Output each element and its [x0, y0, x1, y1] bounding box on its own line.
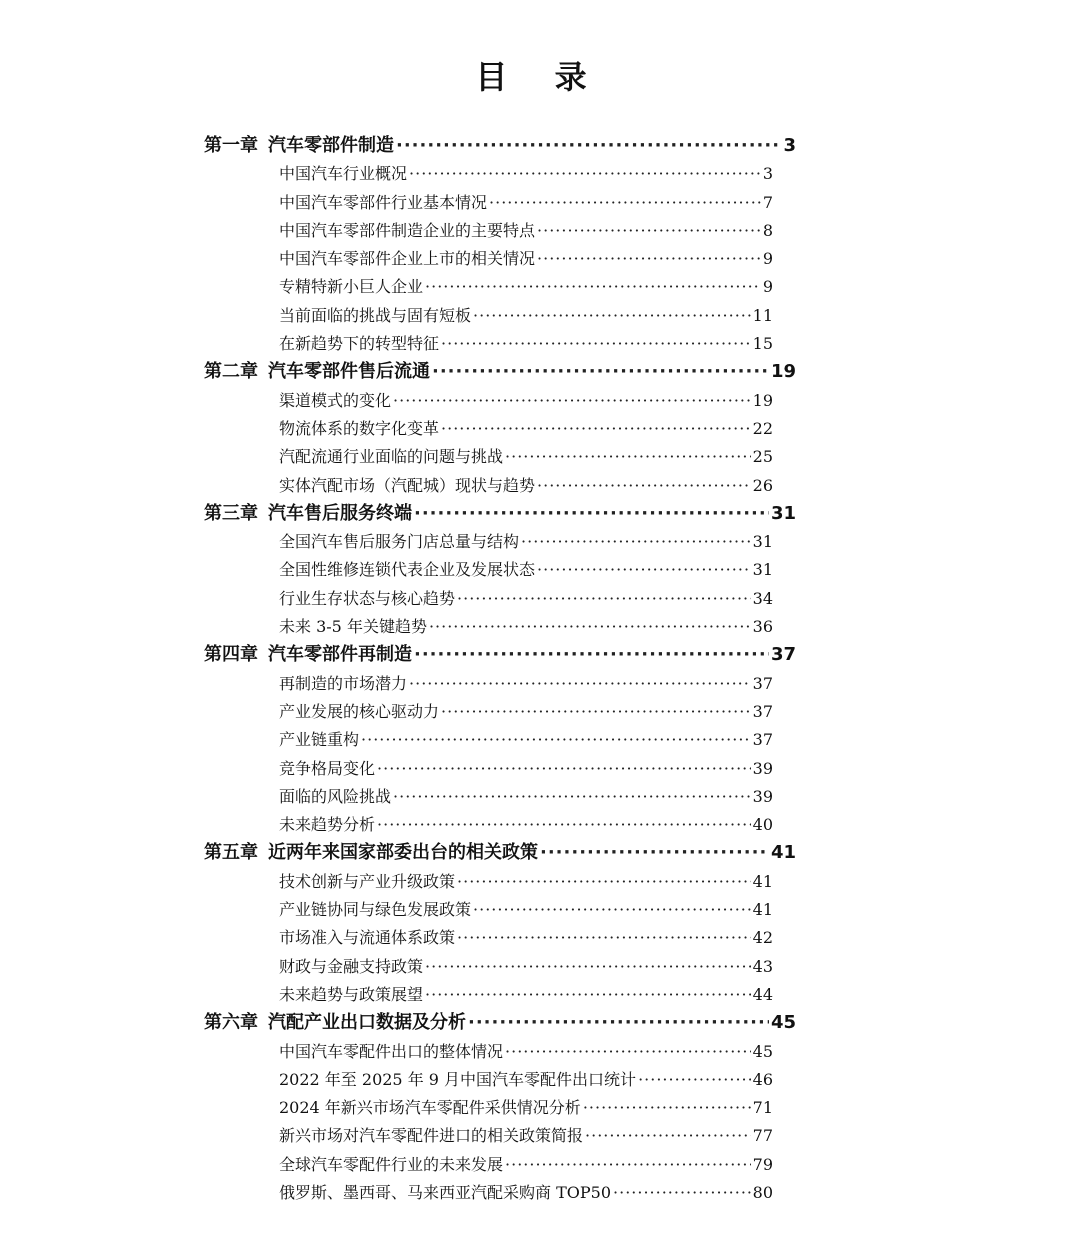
toc-section-entry[interactable] [0, 1179, 773, 1207]
toc-section-entry[interactable] [0, 302, 773, 330]
page-number: 41 [752, 871, 773, 891]
dot-leader [537, 245, 761, 273]
toc-section-entry[interactable] [0, 953, 773, 981]
section-title: 产业链协同与绿色发展政策 [279, 900, 472, 920]
section-title: 中国汽车行业概况 [279, 164, 408, 184]
dot-leader [409, 160, 761, 188]
toc-chapter-entry[interactable] [0, 839, 796, 867]
page-number: 39 [752, 758, 773, 778]
toc-section-entry[interactable] [0, 273, 773, 301]
dot-leader [396, 132, 781, 160]
section-title: 中国汽车零配件出口的整体情况 [279, 1041, 504, 1061]
toc-section-entry[interactable] [0, 472, 773, 500]
toc-section-entry[interactable] [0, 783, 773, 811]
toc-section-entry[interactable] [0, 189, 773, 217]
toc-section-entry[interactable] [0, 387, 773, 415]
section-title: 全国汽车售后服务门店总量与结构 [279, 532, 520, 552]
section-title: 中国汽车零部件行业基本情况 [279, 192, 488, 212]
section-title: 产业链重构 [279, 730, 360, 750]
toc-chapter-entry[interactable] [0, 1009, 796, 1037]
page-number: 3 [783, 135, 796, 156]
page-number: 80 [752, 1182, 773, 1202]
chapter-number: 第一章 [204, 135, 258, 156]
toc-section-entry[interactable] [0, 868, 773, 896]
section-title: 专精特新小巨人企业 [279, 277, 424, 297]
toc-section-entry[interactable] [0, 1066, 773, 1094]
page-number: 34 [752, 588, 773, 608]
dot-leader [489, 189, 761, 217]
section-title: 渠道模式的变化 [279, 390, 392, 410]
section-title: 中国汽车零部件企业上市的相关情况 [279, 249, 536, 269]
dot-leader [441, 330, 751, 358]
page-number: 41 [752, 900, 773, 920]
toc-section-entry[interactable] [0, 726, 773, 754]
chapter-title: 汽车售后服务终端 [268, 502, 412, 524]
page-number: 19 [770, 361, 796, 383]
toc-section-entry[interactable] [0, 443, 773, 471]
page-number: 11 [752, 305, 773, 325]
dot-leader [457, 924, 751, 952]
section-title: 中国汽车零部件制造企业的主要特点 [279, 220, 536, 240]
section-title: 2024 年新兴市场汽车零配件采供情况分析 [279, 1098, 581, 1118]
dot-leader [540, 839, 769, 867]
toc-section-entry[interactable] [0, 811, 773, 839]
chapter-number: 第四章 [204, 644, 258, 666]
chapter-number: 第六章 [204, 1012, 258, 1034]
section-title: 产业发展的核心驱动力 [279, 701, 440, 721]
page-number: 37 [752, 730, 773, 750]
section-title: 物流体系的数字化变革 [279, 418, 440, 438]
page-number: 40 [752, 815, 773, 835]
dot-leader [414, 500, 769, 528]
page-number: 44 [752, 984, 773, 1004]
page-number: 37 [752, 701, 773, 721]
chapter-title: 汽车零部件售后流通 [268, 361, 430, 383]
page-number: 45 [770, 1012, 796, 1034]
chapter-number: 第三章 [204, 502, 258, 524]
table-of-contents [0, 132, 1080, 1207]
page-number: 39 [752, 786, 773, 806]
toc-section-entry[interactable] [0, 1151, 773, 1179]
toc-section-entry[interactable] [0, 415, 773, 443]
dot-leader [441, 698, 751, 726]
dot-leader [521, 528, 751, 556]
page-number: 42 [752, 928, 773, 948]
page-number: 22 [752, 418, 773, 438]
chapter-title: 汽车零部件再制造 [268, 644, 412, 666]
section-title: 未来趋势分析 [279, 815, 376, 835]
page-number: 71 [752, 1098, 773, 1118]
toc-section-entry[interactable] [0, 1094, 773, 1122]
page-number: 46 [752, 1069, 773, 1089]
page-number: 45 [752, 1041, 773, 1061]
toc-section-entry[interactable] [0, 1122, 773, 1150]
toc-section-entry[interactable] [0, 556, 773, 584]
section-title: 未来趋势与政策展望 [279, 984, 424, 1004]
toc-section-entry[interactable] [0, 528, 773, 556]
section-title: 实体汽配市场（汽配城）现状与趋势 [279, 475, 536, 495]
section-title: 再制造的市场潜力 [279, 673, 408, 693]
dot-leader [638, 1066, 751, 1094]
section-title: 2022 年至 2025 年 9 月中国汽车零配件出口统计 [279, 1069, 637, 1089]
page-number: 31 [770, 502, 796, 524]
toc-section-entry[interactable] [0, 585, 773, 613]
page-number: 79 [752, 1154, 773, 1174]
dot-leader [361, 726, 751, 754]
toc-section-entry[interactable] [0, 1038, 773, 1066]
dot-leader [505, 1151, 751, 1179]
dot-leader [425, 981, 751, 1009]
dot-leader [409, 670, 751, 698]
chapter-number: 第五章 [204, 842, 258, 864]
dot-leader [585, 1122, 751, 1150]
toc-section-entry[interactable] [0, 613, 773, 641]
section-title: 在新趋势下的转型特征 [279, 334, 440, 354]
dot-leader [583, 1094, 751, 1122]
toc-chapter-entry[interactable] [0, 500, 796, 528]
section-title: 新兴市场对汽车零配件进口的相关政策简报 [279, 1126, 584, 1146]
toc-section-entry[interactable] [0, 755, 773, 783]
page-number: 43 [752, 956, 773, 976]
dot-leader [377, 811, 751, 839]
page-number: 36 [752, 617, 773, 637]
toc-chapter-entry[interactable] [0, 132, 796, 160]
page-number: 37 [752, 673, 773, 693]
page-number: 41 [770, 842, 796, 864]
page-number: 7 [762, 192, 773, 212]
section-title: 竞争格局变化 [279, 758, 376, 778]
page-number: 25 [752, 447, 773, 467]
toc-section-entry[interactable] [0, 670, 773, 698]
dot-leader [473, 302, 751, 330]
dot-leader [441, 415, 751, 443]
chapter-title: 近两年来国家部委出台的相关政策 [268, 842, 538, 864]
toc-section-entry[interactable] [0, 330, 773, 358]
section-title: 面临的风险挑战 [279, 786, 392, 806]
page-number: 26 [752, 475, 773, 495]
dot-leader [613, 1179, 751, 1207]
dot-leader [505, 1038, 751, 1066]
toc-section-entry[interactable] [0, 896, 773, 924]
dot-leader [425, 273, 761, 301]
toc-chapter-entry[interactable] [0, 358, 796, 386]
toc-section-entry[interactable] [0, 698, 773, 726]
toc-section-entry[interactable] [0, 160, 773, 188]
page-number: 19 [752, 390, 773, 410]
dot-leader [457, 868, 751, 896]
dot-leader [473, 896, 751, 924]
page-number: 3 [762, 164, 773, 184]
dot-leader [537, 556, 751, 584]
dot-leader [414, 641, 769, 669]
section-title: 当前面临的挑战与固有短板 [279, 305, 472, 325]
toc-section-entry[interactable] [0, 245, 773, 273]
section-title: 全国性维修连锁代表企业及发展状态 [279, 560, 536, 580]
dot-leader [505, 443, 751, 471]
chapter-title: 汽车零部件制造 [268, 135, 394, 156]
dot-leader [393, 387, 751, 415]
page-number: 15 [752, 334, 773, 354]
page-number: 37 [770, 644, 796, 666]
dot-leader [468, 1009, 769, 1037]
dot-leader [393, 783, 751, 811]
toc-section-entry[interactable] [0, 981, 773, 1009]
section-title: 未来 3-5 年关键趋势 [279, 617, 427, 637]
section-title: 财政与金融支持政策 [279, 956, 424, 976]
page-title: 目 录 [475, 58, 605, 96]
page-number: 77 [752, 1126, 773, 1146]
toc-section-entry[interactable] [0, 924, 773, 952]
dot-leader [457, 585, 751, 613]
section-title: 俄罗斯、墨西哥、马来西亚汽配采购商 TOP50 [279, 1182, 612, 1202]
section-title: 全球汽车零配件行业的未来发展 [279, 1154, 504, 1174]
toc-section-entry[interactable] [0, 217, 773, 245]
section-title: 行业生存状态与核心趋势 [279, 588, 456, 608]
section-title: 技术创新与产业升级政策 [279, 871, 456, 891]
toc-chapter-entry[interactable] [0, 641, 796, 669]
dot-leader [429, 613, 751, 641]
chapter-number: 第二章 [204, 361, 258, 383]
chapter-title: 汽配产业出口数据及分析 [268, 1012, 466, 1034]
dot-leader [425, 953, 751, 981]
page-number: 9 [762, 277, 773, 297]
dot-leader [537, 472, 751, 500]
page-number: 8 [762, 220, 773, 240]
dot-leader [537, 217, 761, 245]
page-number: 31 [752, 560, 773, 580]
page-number: 31 [752, 532, 773, 552]
dot-leader [377, 755, 751, 783]
section-title: 市场准入与流通体系政策 [279, 928, 456, 948]
section-title: 汽配流通行业面临的问题与挑战 [279, 447, 504, 467]
dot-leader [432, 358, 769, 386]
page-number: 9 [762, 249, 773, 269]
